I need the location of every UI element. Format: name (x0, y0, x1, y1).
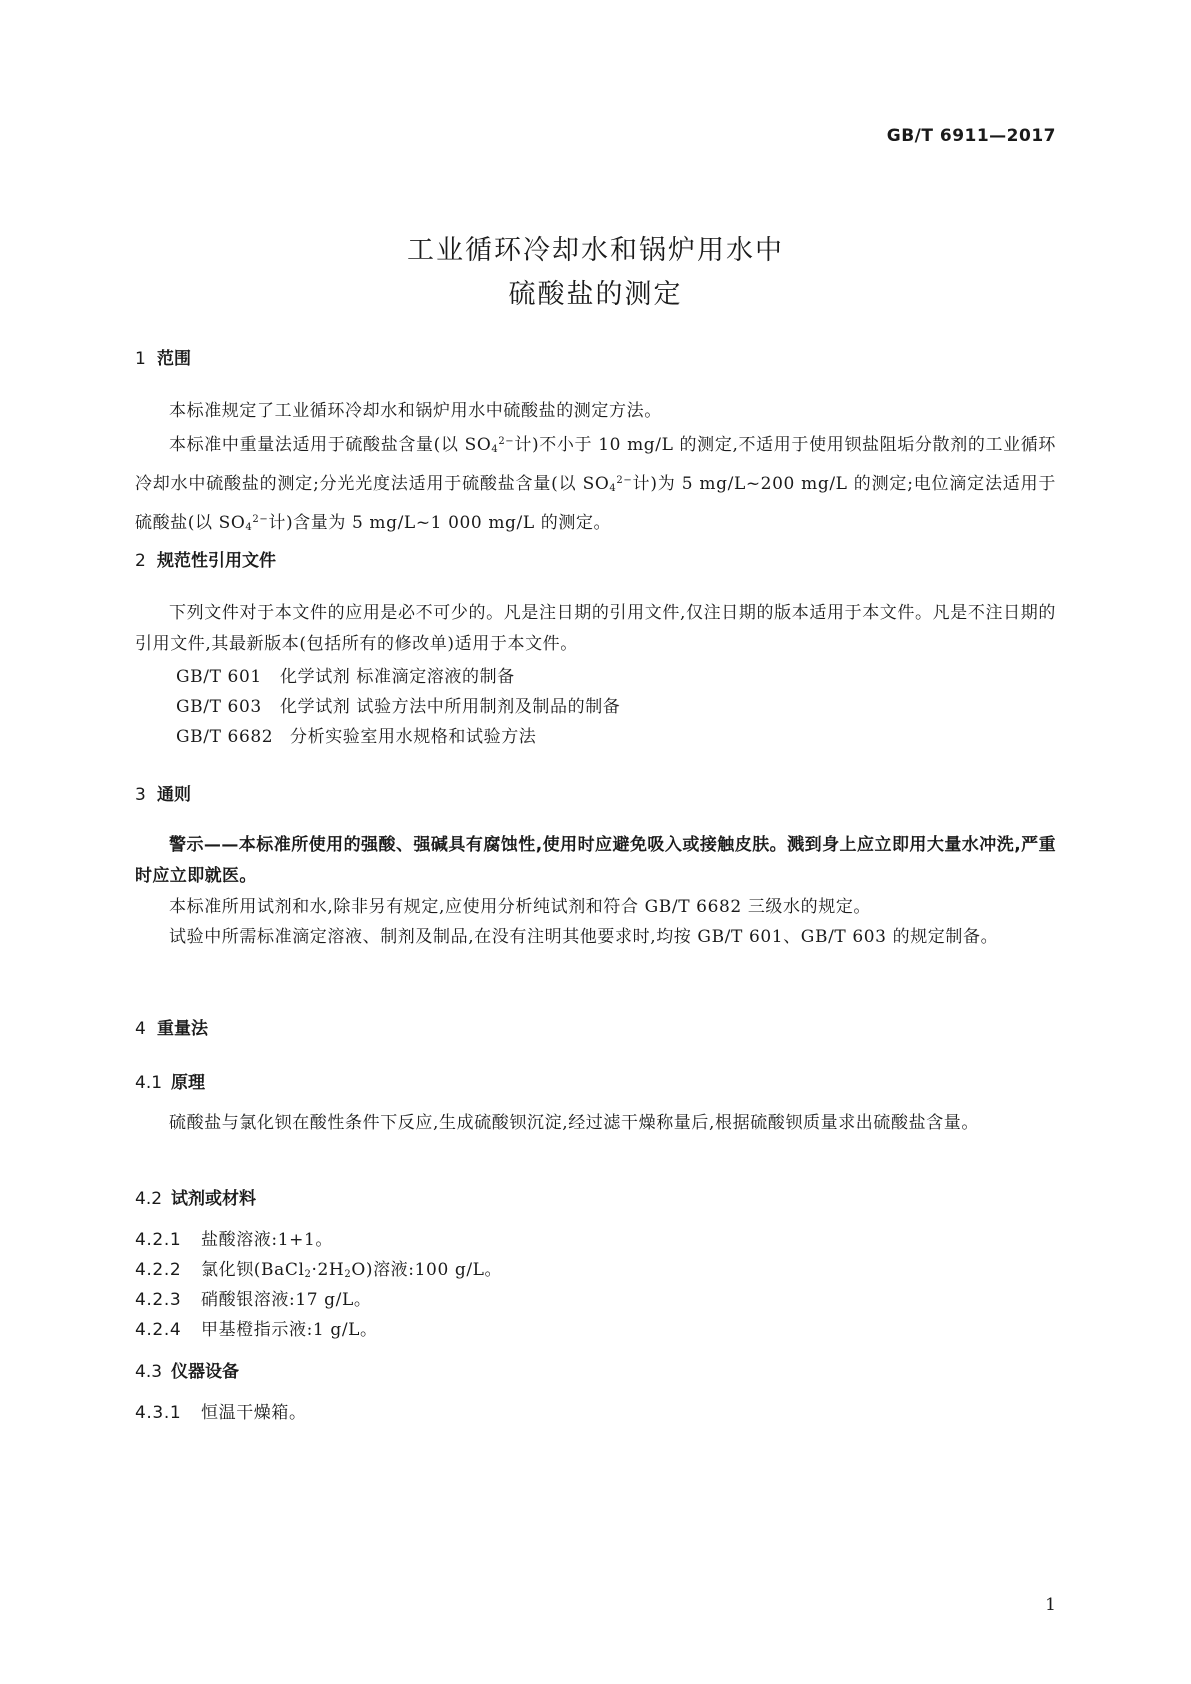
section-number: 3 (135, 785, 146, 805)
subsection-number: 4.1 (135, 1073, 163, 1093)
section-title: 范围 (157, 349, 191, 369)
subsection-number: 4.3 (135, 1362, 163, 1382)
subsection-number: 4.2 (135, 1189, 163, 1209)
normative-reference: GB/T 6682 分析实验室用水规格和试验方法 (176, 727, 537, 747)
reagent-item: 4.2.3 硝酸银溶液:17 g/L。 (135, 1290, 372, 1310)
title-line-1: 工业循环冷却水和锅炉用水中 (407, 235, 784, 266)
section-4-heading (135, 1014, 208, 1039)
section-number: 1 (135, 349, 146, 369)
page-number: 1 (1045, 1595, 1056, 1615)
reagent-item: 4.2.4 甲基橙指示液:1 g/L。 (135, 1320, 378, 1340)
safety-warning: 警示——本标准所使用的强酸、强碱具有腐蚀性,使用时应避免吸入或接触皮肤。溅到身上应立即用大量水冲洗,严重时应立即就医。 (135, 835, 1056, 886)
reagent-item: 4.2.1 盐酸溶液:1+1。 (135, 1230, 334, 1250)
sec3-paragraph-2: 试验中所需标准滴定溶液、制剂及制品,在没有注明其他要求时,均按 GB/T 601、GB/T 603 的规定制备。 (169, 927, 999, 947)
standard-code: GB/T 6911—2017 (886, 126, 1056, 146)
subsection-4-1-heading (135, 1068, 205, 1093)
reagent-item: 4.2.2 氯化钡$(BaCl_2\cdot 2H_2O)$溶液:100 g/L。 (135, 1260, 503, 1280)
title-line-2: 硫酸盐的测定 (508, 279, 683, 310)
principle-paragraph: 硫酸盐与氯化钡在酸性条件下反应,生成硫酸钡沉淀,经过滤干燥称量后,根据硫酸钡质量求出硫酸盐含量。 (169, 1113, 980, 1133)
apparatus-item: 4.3.1 恒温干燥箱。 (135, 1403, 307, 1423)
subsection-4-3-heading (135, 1357, 239, 1382)
section-2-heading (135, 546, 276, 571)
normative-reference: GB/T 603 化学试剂 试验方法中所用制剂及制品的制备 (176, 697, 621, 717)
section-number: 2 (135, 551, 146, 571)
sec3-paragraph-1: 本标准所用试剂和水,除非另有规定,应使用分析纯试剂和符合 GB/T 6682 三级水的规定。 (169, 897, 872, 917)
section-title: 重量法 (157, 1019, 208, 1039)
subsection-title: 原理 (171, 1073, 205, 1093)
section-3-heading (135, 780, 191, 805)
section-number: 4 (135, 1019, 146, 1039)
normative-reference: GB/T 601 化学试剂 标准滴定溶液的制备 (176, 667, 515, 687)
sec1-paragraph-1: 本标准规定了工业循环冷却水和锅炉用水中硫酸盐的测定方法。 (169, 401, 662, 421)
subsection-title: 试剂或材料 (171, 1189, 256, 1209)
section-title: 规范性引用文件 (157, 551, 276, 571)
subsection-4-2-heading (135, 1184, 256, 1209)
sec1-paragraph-2: 本标准中重量法适用于硫酸盐含量(以 $SO_4^{2-}$计)不小于 10 mg/L 的测定,不适用于使用钡盐阻垢分散剂的工业循环冷却水中硫酸盐的测定;分光光度法适用于硫酸盐含量(以 $SO_4^{2-}$计)为 5 mg/L~200 mg/L 的测定;电位滴定法适用于硫酸盐(以 $SO_4^{2-}$计)含量为 5 mg/L~1 000 mg/L 的测定。 (135, 435, 1056, 533)
section-title: 通则 (157, 785, 191, 805)
section-1-heading (135, 344, 191, 369)
subsection-title: 仪器设备 (171, 1362, 239, 1382)
sec2-paragraph-1: 下列文件对于本文件的应用是必不可少的。凡是注日期的引用文件,仅注日期的版本适用于本文件。凡是不注日期的引用文件,其最新版本(包括所有的修改单)适用于本文件。 (135, 603, 1056, 654)
